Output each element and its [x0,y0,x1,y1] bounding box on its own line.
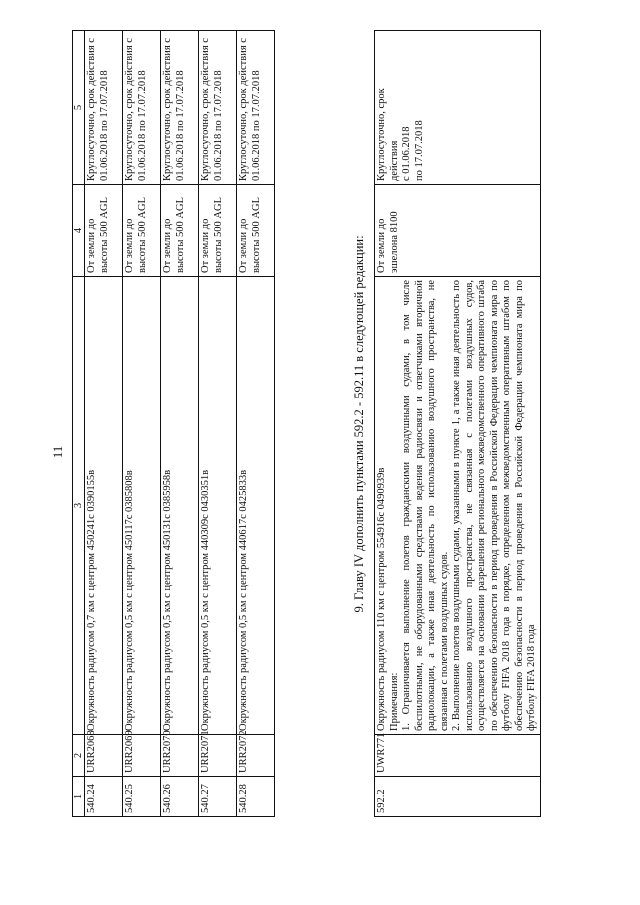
zone-code: URR2072 [237,735,275,777]
restricted-zones-table [72,30,275,817]
zone-description: Окружность радиусом 0,5 км с центром 440309с 0430351в [199,277,237,735]
table-header-row [73,31,85,817]
altitude-from: От земли до [200,218,211,273]
zone-description: Окружность радиусом 0,5 км с центром 450131с 0385958в [161,277,199,735]
zone-code: UWR771 [375,735,541,777]
altitude-to: эшелона 8100 [388,211,400,273]
column-header: 1 [73,777,85,817]
zone-code: URR2069 [123,735,161,777]
row-number: 540.28 [237,777,275,817]
table-row [199,31,237,817]
row-number: 540.24 [85,777,123,817]
altitude-from: От земли до [376,218,387,273]
zone-code: URR2068 [85,735,123,777]
row-number: 540.26 [161,777,199,817]
altitude-from: От земли до [238,218,249,273]
altitude-limits [199,185,237,277]
altitude-limits [237,185,275,277]
new-zones-table [374,30,541,817]
note-1: 1. Ограничивается выполнение полетов гражданскими воздушными судами, в том числе беспилотными, не оборудованными средствами ведения радиосвязи и ответчиками вторичной радиолокации, а также иная деятельность по использованию воздушного пространства, не связанная с полетами воздушных судов. [401,280,450,731]
column-header: 2 [73,735,85,777]
altitude-to: высоты 500 AGL [136,196,148,273]
validity-start: с 01.06.2018 [401,126,412,181]
notes-heading: Примечания: [388,672,400,731]
page-number: 11 [50,445,65,459]
altitude-from: От земли до [162,218,173,273]
section-heading: 9. Главу IV дополнить пунктами 592.2 - 592.11 в следующей редакции: [352,235,366,613]
altitude-to: высоты 500 AGL [212,196,224,273]
validity-period: Круглосуточно, срок действия с 01.06.2018 по 17.07.2018 [123,31,161,185]
validity-period: Круглосуточно, срок действия с 01.06.2018 по 17.07.2018 [85,31,123,185]
altitude-to: высоты 500 AGL [174,196,186,273]
validity-period: Круглосуточно, срок действия с 01.06.2018 по 17.07.2018 [161,31,199,185]
validity-period: Круглосуточно, срок действия с 01.06.2018 по 17.07.2018 [199,31,237,185]
note-2: 2. Выполнение полетов воздушными судами, указанными в пункте 1, а также иная деятельность по использованию воздушного пространства, не связанная с полетами воздушных судов, осуществляется на основании разрешения регионального межведомственного оперативного штаба по обеспечению безопасности в период проведения в Российской Федерации чемпионата мира по футболу FIFA 2018 года в порядке, определенном межведомственным оперативным штабом по обеспечению безопасности в период проведения в Российской Федерации чемпионата мира по футболу FIFA 2018 года [451,280,537,731]
zone-code: URR2071 [199,735,237,777]
zone-description [375,277,541,735]
row-number: 540.27 [199,777,237,817]
altitude-to: высоты 500 AGL [98,196,110,273]
zone-description: Окружность радиусом 0,7 км с центром 450241с 0390155в [85,277,123,735]
row-number: 540.25 [123,777,161,817]
zone-code: URR2070 [161,735,199,777]
zone-description: Окружность радиусом 0,5 км с центром 440617с 0425833в [237,277,275,735]
altitude-from: От земли до [86,218,97,273]
altitude-to: высоты 500 AGL [250,196,262,273]
altitude-limits [123,185,161,277]
column-header: 4 [73,185,85,277]
validity-line: действия [388,140,400,181]
validity-period: Круглосуточно, срок действия с 01.06.2018 по 17.07.2018 [237,31,275,185]
altitude-limits [85,185,123,277]
row-number: 592.2 [375,777,541,817]
zone-description: Окружность радиусом 0,5 км с центром 450117с 0385808в [123,277,161,735]
altitude-from: От земли до [124,218,135,273]
validity-end: по 17.07.2018 [413,120,425,181]
table-row [85,31,123,817]
table-row [375,31,541,817]
validity-line: Круглосуточно, срок [376,88,387,181]
document-page [40,27,600,877]
altitude-limits [161,185,199,277]
table-row [161,31,199,817]
table-row [237,31,275,817]
table-row [123,31,161,817]
column-header: 5 [73,31,85,185]
altitude-limits [375,185,541,277]
column-header: 3 [73,277,85,735]
validity-period [375,31,541,185]
zone-geometry: Окружность радиусом 110 км с центром 554916с 0490939в [376,467,387,731]
